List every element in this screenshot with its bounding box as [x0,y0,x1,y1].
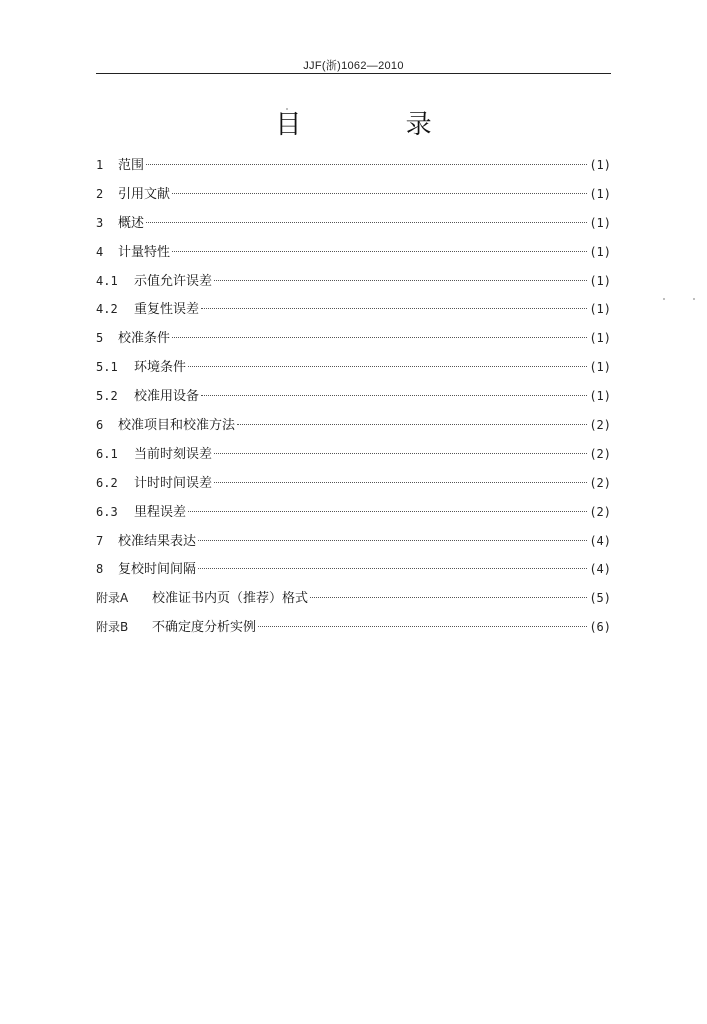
toc-entry-page: (1) [589,302,611,317]
toc-entry-title: 里程误差 [134,504,187,520]
toc-entry[interactable] [96,559,611,588]
toc-entry-number: 6.3 [96,504,118,519]
dot-leader [172,337,587,338]
toc-entry-title: 计时时间误差 [134,475,213,491]
toc-entry-title: 概述 [118,215,145,231]
toc-entry[interactable] [96,617,611,646]
toc-entry-number: 5.1 [96,360,118,375]
toc-entry-page: (1) [589,331,611,346]
toc-entry-page: (2) [589,475,611,490]
dot-leader [198,540,587,541]
toc-entry[interactable] [96,588,611,617]
document-code: JJF(浙)1062—2010 [303,60,404,72]
toc-entry-number: 附录A [96,591,129,606]
toc-entry-number: 4 [96,244,104,259]
toc-entry-number: 附录B [96,620,129,635]
toc-entry-title: 校准证书内页（推荐）格式 [152,591,309,607]
toc-entry-title: 重复性误差 [134,302,200,318]
dot-leader [214,453,587,454]
toc-entry-title: 校准用设备 [134,389,200,405]
dot-leader [188,511,587,512]
toc-entry-number: 5 [96,331,104,346]
toc-entry-page: (6) [589,620,611,635]
toc-entry-number: 4.1 [96,273,118,288]
header-rule [96,73,611,74]
toc-entry-page: (1) [589,273,611,288]
toc-entry[interactable] [96,184,611,213]
dot-leader [172,193,587,194]
toc-entry-page: (1) [589,360,611,375]
toc-entry-title: 复校时间间隔 [118,562,197,578]
toc-entry[interactable] [96,328,611,357]
toc-entry-title: 当前时刻误差 [134,446,213,462]
toc-entry-number: 1 [96,158,104,172]
toc-entry-page: (1) [589,215,611,230]
dot-leader [237,424,587,425]
dot-leader [198,568,587,569]
toc-entry[interactable] [96,299,611,328]
toc-entry-title: 校准项目和校准方法 [118,418,236,434]
scan-speck [693,298,695,300]
dot-leader [146,222,587,223]
toc-entry-number: 6 [96,418,104,433]
toc-entry-title: 校准条件 [118,331,171,347]
toc-entry-title: 引用文献 [118,186,171,202]
toc-entry-title: 示值允许误差 [134,273,213,289]
dot-leader [310,597,587,598]
toc-entry[interactable] [96,271,611,300]
dot-leader [201,395,587,396]
toc-entry[interactable] [96,357,611,386]
toc-entry-page: (1) [589,244,611,259]
toc-entry-page: (5) [589,591,611,606]
toc-entry-page: (4) [589,562,611,577]
toc-entry-title: 范围 [118,158,145,173]
toc-entry-page: (1) [589,158,611,172]
toc-entry[interactable] [96,531,611,560]
toc-entry-number: 2 [96,186,104,201]
toc-entry-title: 环境条件 [134,360,187,376]
toc-entry[interactable] [96,213,611,242]
scan-speck [663,298,665,300]
dot-leader [214,482,587,483]
toc-entry[interactable] [96,155,611,184]
toc-entry-page: (4) [589,533,611,548]
toc-entry-number: 3 [96,215,104,230]
toc-entry-title: 计量特性 [118,244,171,260]
dot-leader [188,366,587,367]
page-title: 目 录 [275,110,480,140]
toc-entry[interactable] [96,473,611,502]
toc-entry-number: 7 [96,533,104,548]
toc-entry-number: 4.2 [96,302,118,317]
toc-entry-number: 5.2 [96,389,118,404]
toc-entry-page: (1) [589,389,611,404]
toc-entry-number: 6.1 [96,446,118,461]
toc-entry[interactable] [96,444,611,473]
table-of-contents [96,155,611,646]
toc-entry[interactable] [96,502,611,531]
toc-entry[interactable] [96,242,611,271]
dot-leader [214,280,587,281]
toc-entry-title: 校准结果表达 [118,533,197,549]
toc-entry-page: (2) [589,418,611,433]
toc-entry[interactable] [96,386,611,415]
toc-entry-page: (1) [589,186,611,201]
toc-entry[interactable] [96,415,611,444]
dot-leader [172,251,587,252]
dot-leader [258,626,587,627]
scan-speck [286,108,288,110]
toc-entry-page: (2) [589,504,611,519]
toc-entry-page: (2) [589,446,611,461]
dot-leader [201,308,587,309]
toc-entry-number: 8 [96,562,104,577]
toc-entry-number: 6.2 [96,475,118,490]
dot-leader [146,164,587,165]
toc-entry-title: 不确定度分析实例 [152,620,257,636]
